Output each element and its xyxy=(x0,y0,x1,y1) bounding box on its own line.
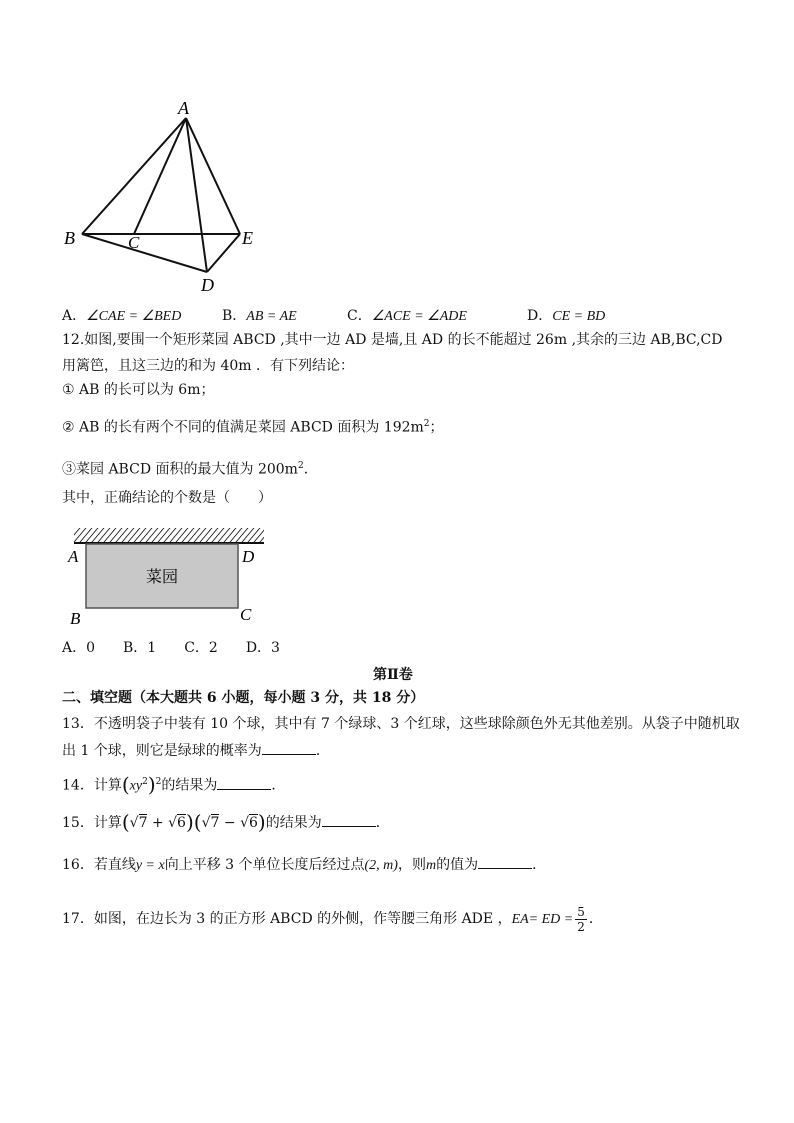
q13-line1: 13．不透明袋子中装有 10 个球，其中有 7 个绿球、3 个红球，这些球除颜色外无其他差别。从袋子中随机取 xyxy=(62,716,740,732)
answer-blank[interactable] xyxy=(217,775,271,790)
q11-option-b: B．AB = AE xyxy=(222,308,297,324)
q12-line2: 用篱笆，且这三边的和为 40m ．有下列结论： xyxy=(62,358,354,374)
q12-line1: 12.如图,要围一个矩形菜园 ABCD ,其中一边 AD 是墙,且 AD 的长不能超过 26m ,其余的三边 AB,BC,CD xyxy=(62,332,723,348)
answer-blank[interactable] xyxy=(322,812,376,827)
q12-conclusion-3: ③菜园 ABCD 面积的最大值为 $200m^2$． xyxy=(62,461,318,478)
label-E: E xyxy=(242,228,253,248)
label-D: D xyxy=(201,275,214,295)
label-D: D xyxy=(242,547,255,566)
edge-AC xyxy=(134,118,186,234)
label-A: A xyxy=(68,547,79,566)
q11-option-d: D．CE = BD xyxy=(527,308,606,324)
label-C: C xyxy=(128,233,140,252)
q11-option-c: C．∠ACE = ∠ADE xyxy=(347,308,467,324)
geometry-figure-pyramid xyxy=(60,96,270,296)
q12-options: A．0 B．1 C．2 D．3 xyxy=(62,640,280,656)
wall-hatching xyxy=(74,528,264,542)
fraction: $\frac{5}{2}$ xyxy=(577,904,585,934)
label-A: A xyxy=(178,98,189,118)
answer-blank[interactable] xyxy=(478,854,532,869)
label-B: B xyxy=(70,609,81,628)
q14: 14．计算$(xy^2)^2$的结果为 ． xyxy=(62,772,286,797)
label-C: C xyxy=(240,605,252,624)
garden-figure xyxy=(62,520,272,630)
q11-options xyxy=(62,306,605,327)
q11-option-a: A．∠CAE = ∠BED xyxy=(62,308,182,324)
q15: 15．计算(√7 + √6)(√7 − √6)的结果为 ． xyxy=(62,810,390,834)
q17: 17．如图，在边长为 3 的正方形 ABCD 的外侧，作等腰三角形 ADE ，EA= ED = $\frac{5}{2}$ ． xyxy=(62,904,603,934)
q12-question: 其中，正确结论的个数是（ ） xyxy=(62,490,272,506)
section-title: 第Ⅱ卷 xyxy=(373,667,413,683)
label-B: B xyxy=(64,228,75,248)
q12-conclusion-1: ① AB 的长可以为 6m； xyxy=(62,382,215,398)
edge-AB xyxy=(82,118,186,234)
q12-conclusion-2: ② AB 的长有两个不同的值满足菜园 ABCD 面积为 $192m^2$； xyxy=(62,419,444,436)
pyramid-edges xyxy=(82,118,240,272)
q16: 16．若直线y = x向上平移 3 个单位长度后经过点(2, m)，则m的值为 ． xyxy=(62,854,546,876)
edge-BD xyxy=(82,234,207,272)
section-heading: 二、填空题（本大题共 6 小题，每小题 3 分，共 18 分） xyxy=(62,690,425,706)
answer-blank[interactable] xyxy=(262,740,316,755)
garden-label: 菜园 xyxy=(146,569,179,586)
q13-line2: 出 1 个球，则它是绿球的概率为 ． xyxy=(62,740,330,761)
edge-DE xyxy=(207,234,240,272)
